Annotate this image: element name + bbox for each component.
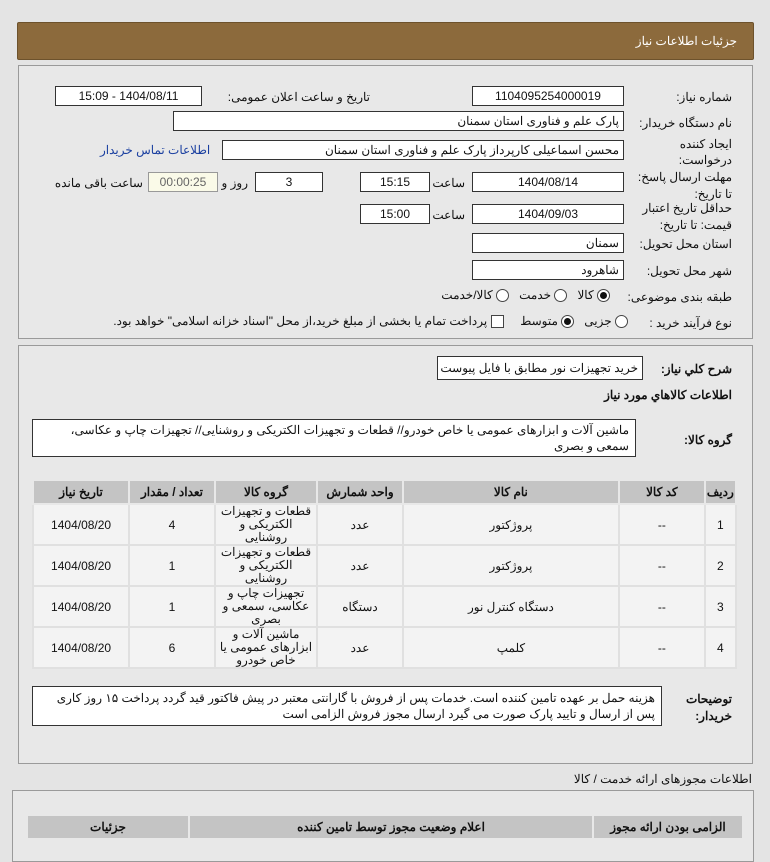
goods-table-header xyxy=(33,480,736,504)
validity-label-2: قیمت: تا تاریخ: xyxy=(659,218,732,232)
row-number: 3 xyxy=(705,586,736,627)
creator-field: محسن اسماعیلی کارپرداز پارک علم و فناوری استان سمنان xyxy=(222,140,624,160)
category-radio-service[interactable] xyxy=(554,289,567,302)
permits-table-header xyxy=(27,815,743,839)
category-radio-group xyxy=(441,288,610,302)
creator-label-1: ایجاد کننده xyxy=(679,137,732,151)
city-field: شاهرود xyxy=(472,260,624,280)
table-row xyxy=(33,586,736,627)
row-number: 4 xyxy=(705,627,736,668)
buyer-notes-field: هزینه حمل بر عهده تامین کننده است. خدمات پس از فروش با گارانتی معتبر در پیش فاکتور قید گردد پرداخت ۱۵ روز کاری پس از ارسال و تایید پارک صورت می گیرد ارسال مجوز فروش الزامی است xyxy=(32,686,662,726)
announce-field: 1404/08/11 - 15:09 xyxy=(55,86,202,106)
deadline-label-2: تا تاریخ: xyxy=(694,187,732,201)
need-date: 1404/08/20 xyxy=(33,586,129,627)
deadline-label-1: مهلت ارسال پاسخ: xyxy=(637,170,732,184)
city-label: شهر محل تحویل: xyxy=(646,264,732,278)
row-number: 2 xyxy=(705,545,736,586)
time-label: ساعت xyxy=(432,176,465,190)
category-option-goods: کالا xyxy=(577,288,594,302)
goods-table xyxy=(32,479,737,669)
validity-time-label: ساعت xyxy=(432,208,465,222)
contact-buyer-link[interactable]: اطلاعات تماس خریدار xyxy=(100,143,211,157)
days-field: 3 xyxy=(255,172,323,192)
permits-table xyxy=(26,814,744,840)
treasury-payment-note: پرداخت تمام یا بخشی از مبلغ خرید،از محل "اسناد خزانه اسلامی" خواهد بود. xyxy=(113,314,488,328)
permits-title: اطلاعات مجوزهای ارائه خدمت / کالا xyxy=(573,772,752,786)
need-date: 1404/08/20 xyxy=(33,627,129,668)
goods-info-title: اطلاعات كالاهاي مورد نياز xyxy=(604,388,732,402)
col-permit-required: الزامی بودن ارائه مجوز xyxy=(593,815,743,839)
col-code: کد کالا xyxy=(619,480,705,504)
quantity: 1 xyxy=(129,545,215,586)
process-radio-group xyxy=(113,314,628,328)
deadline-date-field: 1404/08/14 xyxy=(472,172,624,192)
remaining-time-field: 00:00:25 xyxy=(148,172,218,192)
col-group: گروه کالا xyxy=(215,480,317,504)
page-title: جزئیات اطلاعات نیاز xyxy=(635,34,737,48)
unit: دستگاه xyxy=(317,586,403,627)
need-date: 1404/08/20 xyxy=(33,504,129,545)
buyer-label: نام دستگاه خریدار: xyxy=(639,116,732,130)
row-number: 1 xyxy=(705,504,736,545)
table-row xyxy=(33,627,736,668)
unit: عدد xyxy=(317,504,403,545)
table-row xyxy=(33,545,736,586)
deadline-time-field: 15:15 xyxy=(360,172,430,192)
process-option-medium: متوسط xyxy=(520,314,558,328)
unit: عدد xyxy=(317,545,403,586)
validity-date-field: 1404/09/03 xyxy=(472,204,624,224)
goods-code: -- xyxy=(619,504,705,545)
goods-name: پروژکتور xyxy=(403,545,619,586)
category-option-both: کالا/خدمت xyxy=(441,288,493,302)
category-radio-both[interactable] xyxy=(496,289,509,302)
goods-group: تجهیزات چاپ و عکاسی، سمعی و بصری xyxy=(215,586,317,627)
treasury-payment-checkbox[interactable] xyxy=(491,315,504,328)
notes-label-2: خریدار: xyxy=(695,709,732,723)
goods-code: -- xyxy=(619,627,705,668)
days-label: روز و xyxy=(221,176,248,190)
col-date: تاریخ نیاز xyxy=(33,480,129,504)
col-permit-status: اعلام وضعیت مجوز توسط تامین کننده xyxy=(189,815,593,839)
announce-label: تاریخ و ساعت اعلان عمومی: xyxy=(227,90,370,104)
validity-time-field: 15:00 xyxy=(360,204,430,224)
table-row xyxy=(33,504,736,545)
quantity: 1 xyxy=(129,586,215,627)
col-qty: تعداد / مقدار xyxy=(129,480,215,504)
creator-label-2: درخواست: xyxy=(678,153,732,167)
goods-code: -- xyxy=(619,545,705,586)
category-option-service: خدمت xyxy=(519,288,552,302)
validity-label-1: حداقل تاریخ اعتبار xyxy=(642,201,732,215)
col-name: نام کالا xyxy=(403,480,619,504)
goods-group: قطعات و تجهیزات الکتریکی و روشنایی xyxy=(215,504,317,545)
summary-label: شرح كلي نياز: xyxy=(660,362,732,376)
province-label: استان محل تحویل: xyxy=(639,237,732,251)
remaining-label: ساعت باقی مانده xyxy=(54,176,143,190)
process-radio-medium[interactable] xyxy=(561,315,574,328)
notes-label-1: توضیحات xyxy=(685,692,732,706)
category-radio-goods[interactable] xyxy=(597,289,610,302)
province-field: سمنان xyxy=(472,233,624,253)
need-number-field: 1104095254000019 xyxy=(472,86,624,106)
buyer-field: پارک علم و فناوری استان سمنان xyxy=(173,111,624,131)
need-date: 1404/08/20 xyxy=(33,545,129,586)
col-unit: واحد شمارش xyxy=(317,480,403,504)
need-number-label: شماره نیاز: xyxy=(676,90,732,104)
page-header xyxy=(17,22,754,60)
quantity: 4 xyxy=(129,504,215,545)
summary-field: خرید تجهیزات نور مطابق با فایل پیوست xyxy=(437,356,643,380)
quantity: 6 xyxy=(129,627,215,668)
process-label: نوع فرآیند خرید : xyxy=(649,316,732,330)
process-radio-minor[interactable] xyxy=(615,315,628,328)
category-label: طبقه بندی موضوعی: xyxy=(627,290,732,304)
group-field: ماشین آلات و ابزارهای عمومی یا خاص خودرو// قطعات و تجهیزات الکتریکی و روشنایی// تجهیزات چاپ و عکاسی، سمعی و بصری xyxy=(32,419,636,457)
col-permit-details: جزئیات xyxy=(27,815,189,839)
goods-group: ماشین آلات و ابزارهای عمومی یا خاص خودرو xyxy=(215,627,317,668)
process-option-minor: جزیی xyxy=(584,314,612,328)
unit: عدد xyxy=(317,627,403,668)
goods-name: دستگاه کنترل نور xyxy=(403,586,619,627)
col-row: ردیف xyxy=(705,480,736,504)
goods-code: -- xyxy=(619,586,705,627)
group-label: گروه کالا: xyxy=(684,433,732,447)
goods-name: کلمپ xyxy=(403,627,619,668)
goods-name: پروژکتور xyxy=(403,504,619,545)
goods-group: قطعات و تجهیزات الکتریکی و روشنایی xyxy=(215,545,317,586)
